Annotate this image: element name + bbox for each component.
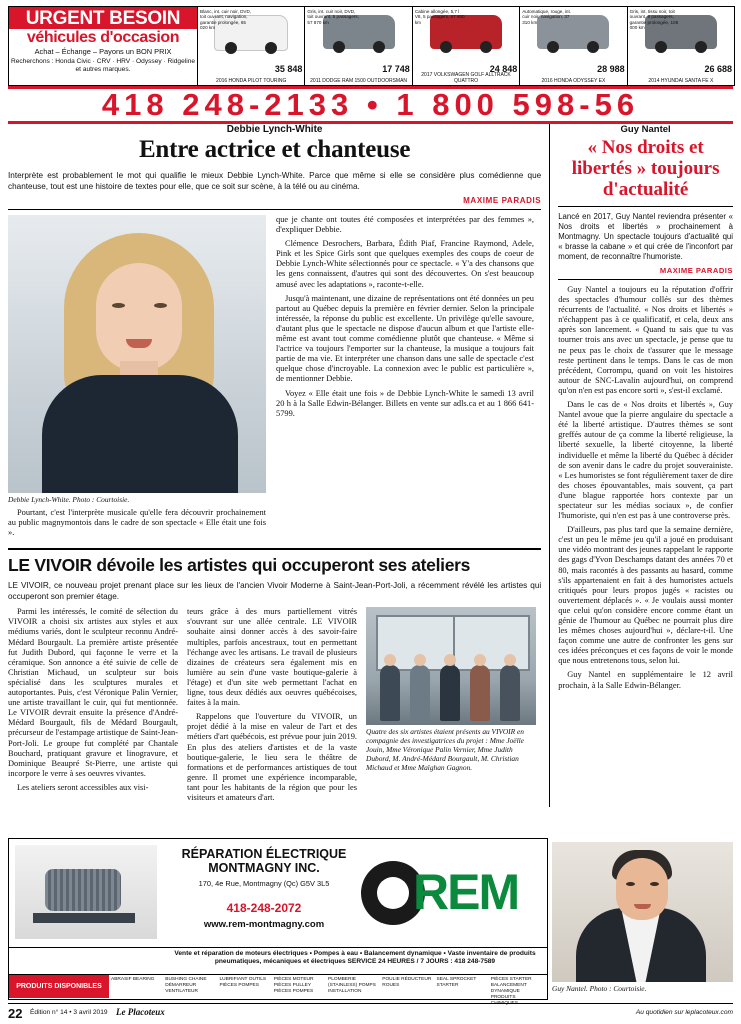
article-paragraph: Guy Nantel a toujours eu la réputation d'offrir des spectacles d'humour collés sur des thèmes récurrents de l'actualité. « Nos droits et libertés » n'échappent pas à ce qualificatif, et cela, deux ans après son lancement. « Quand tu sais que tu vas tourner trois ans avec un spectacle, je pense que tu ne peux pas le choix de t'assurer que le message reste pertinent dans le temps. Dans le cas de mon précédent, Corrompu, quand on voit les histoires autour de SNC-Lavalin aujourd'hui, on comprend qu'on n'en est pas encore sorti », s'est-il exclamé. (558, 285, 733, 395)
divider (558, 279, 733, 280)
photo-caption: Quatre des six artistes étaient présents au VIVOIR en compagnie des investigatrices du projet : Mme Joëlle Jouin, Mme Véronique Palin Vernier, Mme Judith Dubord, M. André-Médard Bourgault, M. Christian Michaud et Mme Maïghan Gagnon. (366, 727, 524, 773)
car-name: 2014 HYUNDAI SANTA FE X (648, 78, 714, 84)
top-advertisement (8, 6, 735, 86)
article-paragraph: Voyez « Elle était une fois » de Debbie Lynch-White le samedi 13 avril 20 h à la Salle Edwin-Bélanger. Billets en vente sur adls.ca et au 1 866 641-5799. (276, 388, 534, 418)
car-listing[interactable] (628, 7, 734, 85)
article-paragraph: Pourtant, c'est l'interprète musicale qu'elle fera découvrir prochainement au public magnymontois dans le cadre de son spectacle « Elle était une fois ». (8, 508, 266, 538)
advertiser-address: 170, 4e Rue, Montmagny (Qc) G5V 3L5 (198, 879, 330, 888)
article-column-1 (8, 215, 266, 542)
article-paragraph: Les ateliers seront accessibles aux visi- (17, 782, 149, 792)
page-footer (8, 1003, 733, 1020)
car-listing[interactable] (520, 7, 627, 85)
article-column-2 (276, 215, 534, 542)
main-article-zone (8, 124, 549, 807)
footer-website[interactable]: Au quotidien sur leplacoteux.com (635, 1009, 733, 1016)
right-article-zone (549, 124, 733, 807)
article-kicker: Debbie Lynch-White (226, 124, 323, 135)
car-listings (198, 7, 734, 85)
motor-photo (15, 845, 157, 939)
product-group: ABRASIF BEARING (111, 977, 155, 982)
car-price: 26 688 (704, 64, 733, 74)
advertiser-website[interactable]: www.rem-montmagny.com (203, 919, 325, 930)
vivoir-title: LE VIVOIR dévoile les artistes qui occuperont ses ateliers (8, 555, 471, 576)
vivoir-standfirst: LE VIVOIR, ce nouveau projet prenant place sur les lieux de l'ancien Vivoir Moderne à Saint-Jean-Port-Joli, a récemment révélé les artistes qui occuperont son premier étage. (8, 581, 542, 602)
car-price: 17 748 (382, 64, 410, 74)
ad-headline-2: véhicules d'occasion (26, 29, 180, 46)
article-paragraph: Clémence Desrochers, Barbara, Édith Piaf, Francine Raymond, Adele, Pink et les Spice Girls sont que quelques exemples des coups de coeur de Debbie Lynch-White sélectionnés pour ce spectacle. « Y'a des chansons que les gens connaissent, d'autres qui sont des découvertes. On s'est beaucoup amusé avec les adaptations », raconte-t-elle. (276, 239, 534, 289)
product-group: PIÈCES MOTEUR PIÈCES PULLEY PIÈCES POMPES (273, 977, 314, 994)
car-listing[interactable] (305, 7, 412, 85)
divider (558, 206, 733, 207)
page-number: 22 (8, 1006, 23, 1021)
ad-line-4: Recherchons : Honda Civic · CRV · HRV · Odyssey · Ridgeline et autres marques. (10, 58, 196, 73)
car-listing[interactable] (198, 7, 305, 85)
guy-nantel-photo-block (552, 838, 733, 993)
phone-numbers[interactable]: 418 248-2133 • 1 800 598-56 (101, 87, 640, 122)
edition-info: Édition n° 14 • 3 avril 2019 (30, 1009, 108, 1016)
product-group: PIÈCES STARTER BALANCEMENT DYNAMIQUE PRODUITS CHIMIQUES (490, 977, 532, 1006)
car-name: 2011 DODGE RAM 1500 OUTDOORSMAN (310, 78, 408, 84)
advertiser-tagline: Vente et réparation de moteurs électriques • Pompes à eau • Balancement dynamique • Vaste inventaire de produits pneumatiques, mécaniques et électriques SERVICE 24 HEURES / 7 JOURS : 418 248-7589 (174, 950, 536, 965)
right-article-title: « Nos droits et libertés » toujours d'actualité (571, 137, 720, 200)
car-price: 28 988 (597, 64, 625, 74)
urgent-besoin-block (9, 7, 198, 85)
photo-caption: Debbie Lynch-White. Photo : Courtoisie. (8, 495, 130, 504)
bottom-advertisement[interactable] (8, 838, 548, 1006)
car-name: 2016 HONDA PILOT TOURING (216, 78, 287, 84)
car-description: Automatique, rouge, int. cuir noir, navigation, 37 310 km (522, 9, 571, 25)
car-listing[interactable] (413, 7, 520, 85)
vivoir-photo (366, 607, 536, 725)
vivoir-article (8, 548, 541, 807)
page-content (8, 124, 733, 807)
car-price: 35 848 (274, 64, 303, 74)
vivoir-column-3 (366, 607, 536, 807)
products-list (109, 975, 547, 1006)
article-standfirst: Lancé en 2017, Guy Nantel reviendra présenter « Nos droits et libertés » prochainement à Montmagny. Un spectacle toujours d'actualité qui « brasse la cabane » et qui crée de l'inconfort par moment, de reconnaître l'humoriste. (558, 212, 733, 261)
page-title: Entre actrice et chanteuse (138, 136, 411, 163)
article-paragraph: Rappelons que l'ouverture du VIVOIR, un projet dédié à la mise en valeur de l'art et des métiers d'art québécois, est prévue pour juin 2019. En plus des ateliers d'artistes et de la vaste boutique-galerie, le lieu sera le théâtre de formations et de performances artistiques de tout genre. Il promet une expérience incomparable, tant pour les habitants de la région que pour les visiteurs et amateurs d'art. (187, 712, 357, 802)
ad-line-3: Achat – Échange – Payons un BON PRIX (34, 47, 172, 56)
car-description: Gris, int. cuir noir, DVD, toit ouvrant, 5 passagers, 57 870 km (307, 9, 359, 25)
photo-caption: Guy Nantel. Photo : Courtoisie. (552, 984, 647, 993)
product-group: LUBRIFIANT OUTILS PIÈCES POMPES (219, 977, 267, 988)
car-description: Gris, int. tissu noir, toit ouvrant, 8 passagers, garantie prolongée, 108 000 km (629, 9, 679, 31)
vivoir-column-1 (8, 607, 178, 807)
car-description: Blanc, int. cuir noir, DVD, toit ouvrant, navigation, garantie prolongée, 65 020 km (200, 9, 252, 31)
product-group: SEAL SPROCKET STARTER (436, 977, 477, 988)
article-standfirst: Interprète est probablement le mot qui qualifie le mieux Debbie Lynch-White. Parce que même si elle se considère plus comédienne que chanteuse, tout est une histoire de textes pour elle, que ce soit sur scène, à la télé ou au cinéma. (8, 171, 542, 191)
ad-headline-1: URGENT BESOIN (9, 7, 197, 29)
product-group: BUSHING CHAINE DÉMARREUR VENTILATEUR (165, 977, 207, 994)
article-byline: MAXIME PARADIS (463, 196, 542, 205)
product-group: PLOMBERIE (STAINLESS) POMPS INSTALLATION (328, 977, 376, 994)
vivoir-column-2 (187, 607, 357, 807)
article-paragraph: Jusqu'à maintenant, une dizaine de représentations ont été données un peu partout au Québec depuis la première en février dernier. Selon la principale intéressée, la réponse du public est excellente. Un privilège qu'elle savoure, d'autant plus que le spectacle ne dispose d'aucun album et que l'artiste elle-même est avant tout comme comédienne plutôt que chanteuse. « Même si l'actrice va toujours l'emporter sur la chanteuse, la musique a toujours fait partie de ma vie. Et interpréter une chanson dans une salle de spectacle c'est quelque chose d'incroyable. La connexion avec le public est particulière », de mentionner Debbie. (276, 293, 534, 384)
article-paragraph: Dans le cas de « Nos droits et libertés », Guy Nantel avoue que la pierre angulaire du spectacle a été la liberté artistique. D'autres thèmes se sont greffés autour de ça comme la liberté religieuse, la liberté sexuelle, la liberté citoyenne, la liberté individuelle et même la liberté du Québec à décider de son avenir dans le cadre du projet souverainiste. « Les humoristes se font régulièrement taxer de dire des choses épouvantables, mais souvent, ça part d'une blague rapportée hors contexte par un spectateur sur les médias sociaux », de confier l'humoriste, qui n'en est pas à une controverse près. (558, 400, 733, 521)
products-label: PRODUITS DISPONIBLES (9, 975, 109, 998)
rem-logo (357, 847, 539, 939)
article-paragraph: Guy Nantel en supplémentaire le 12 avril prochain, à la Salle Edwin-Bélanger. (558, 670, 733, 690)
phone-banner (8, 86, 733, 124)
car-description: Cabine allongée, 5,7 l V8, 5 passagers, 57 800 km (414, 9, 465, 25)
article-paragraph: Parmi les intéressés, le comité de sélection du VIVOIR a choisi six artistes aux styles et aux médiums variés, dont le sculpteur reconnu André-Médard Bourgault. La première artiste présentée fut Judith Dubord, qui façonne le verre et la céramique. Son annonce a été suivie de celle de Christian Michaud, un sculpteur sur bois spécialisé dans les sculptures murales et autoportantes. Puis, c'est Véronique Palin Vernier, une artiste travaillant le cuir, qui fut mentionnée. Le VIVOIR devrait ensuite la présence d'André-Médard Bourgault, fils de Médard Bourgault, précurseur de l'estampage artistique de Saint-Jean-Port-Joli. Le groupe fut complété par Chantale Bouchard, pratiquant gravure et linogravure, et Dominique Beaupré St-Pierre, une artiste qui incorpore le verre à ses oeuvres vivantes. (8, 607, 178, 778)
article-paragraph: que je chante ont toutes été composées et interprétées par des femmes », d'expliquer Debbie. (276, 215, 534, 235)
debbie-photo (8, 215, 266, 493)
car-price: 24 848 (489, 64, 518, 74)
advertiser-phone[interactable]: 418-248-2072 (226, 901, 302, 915)
product-group: POULIE RÉDUCTEUR ROUES (382, 977, 432, 988)
article-paragraph: D'ailleurs, pas plus tard que la semaine dernière, c'est un peu le même jeu qu'il a joué en produisant une vidéo montrant des jeunes rappelant le rapporte des gags d'Yvon Deschamps datant des années 70 et 80, mais racontés à des passants au hasard, comme s'ils appartenaient en fait à des humoristes actuels critiqués pour leurs propos jugés « racistes ou ouvertement déplacés ». « Je voulais aussi monter que celui qu'on considère encore comme étant un génie de l'humour au Québec ne pourrait plus dire les mêmes choses aujourd'hui », déclare-t-il. Une façon comme une autre de confronter les gens sur ces idées préconçues et ces façons de voir le monde que nous entretenons tous, selon lui. (558, 525, 733, 666)
guy-nantel-photo (552, 842, 733, 982)
article-byline: MAXIME PARADIS (659, 266, 733, 275)
car-name: 2017 VOLKSWAGEN GOLF ALLTRACK QUATTRO (421, 72, 511, 84)
advertiser-name: RÉPARATION ÉLECTRIQUE MONTMAGNY INC. (181, 847, 347, 875)
rem-logo-text: REM (413, 864, 519, 920)
article-kicker: Guy Nantel (620, 124, 671, 135)
article-paragraph: teurs grâce à des murs partiellement vitrés s'ouvrant sur une allée centrale. LE VIVOIR souhaite ainsi donner accès à des savoir-faire multiples, parfois ancestraux, tout en permettant l'échange avec les artisans. Le travail de plusieurs dizaines de créateurs sera également mis en lumière au sein d'une vaste boutique-galerie à l'étage) et d'un site web permettant l'achat en ligne, tous deux dédiés aux oeuvres québécoises, faites à la main. (187, 607, 357, 708)
car-name: 2016 HONDA ODYSSEY EX (541, 78, 606, 84)
publication-logo: Le Placoteux (116, 1007, 165, 1017)
divider (8, 209, 541, 210)
